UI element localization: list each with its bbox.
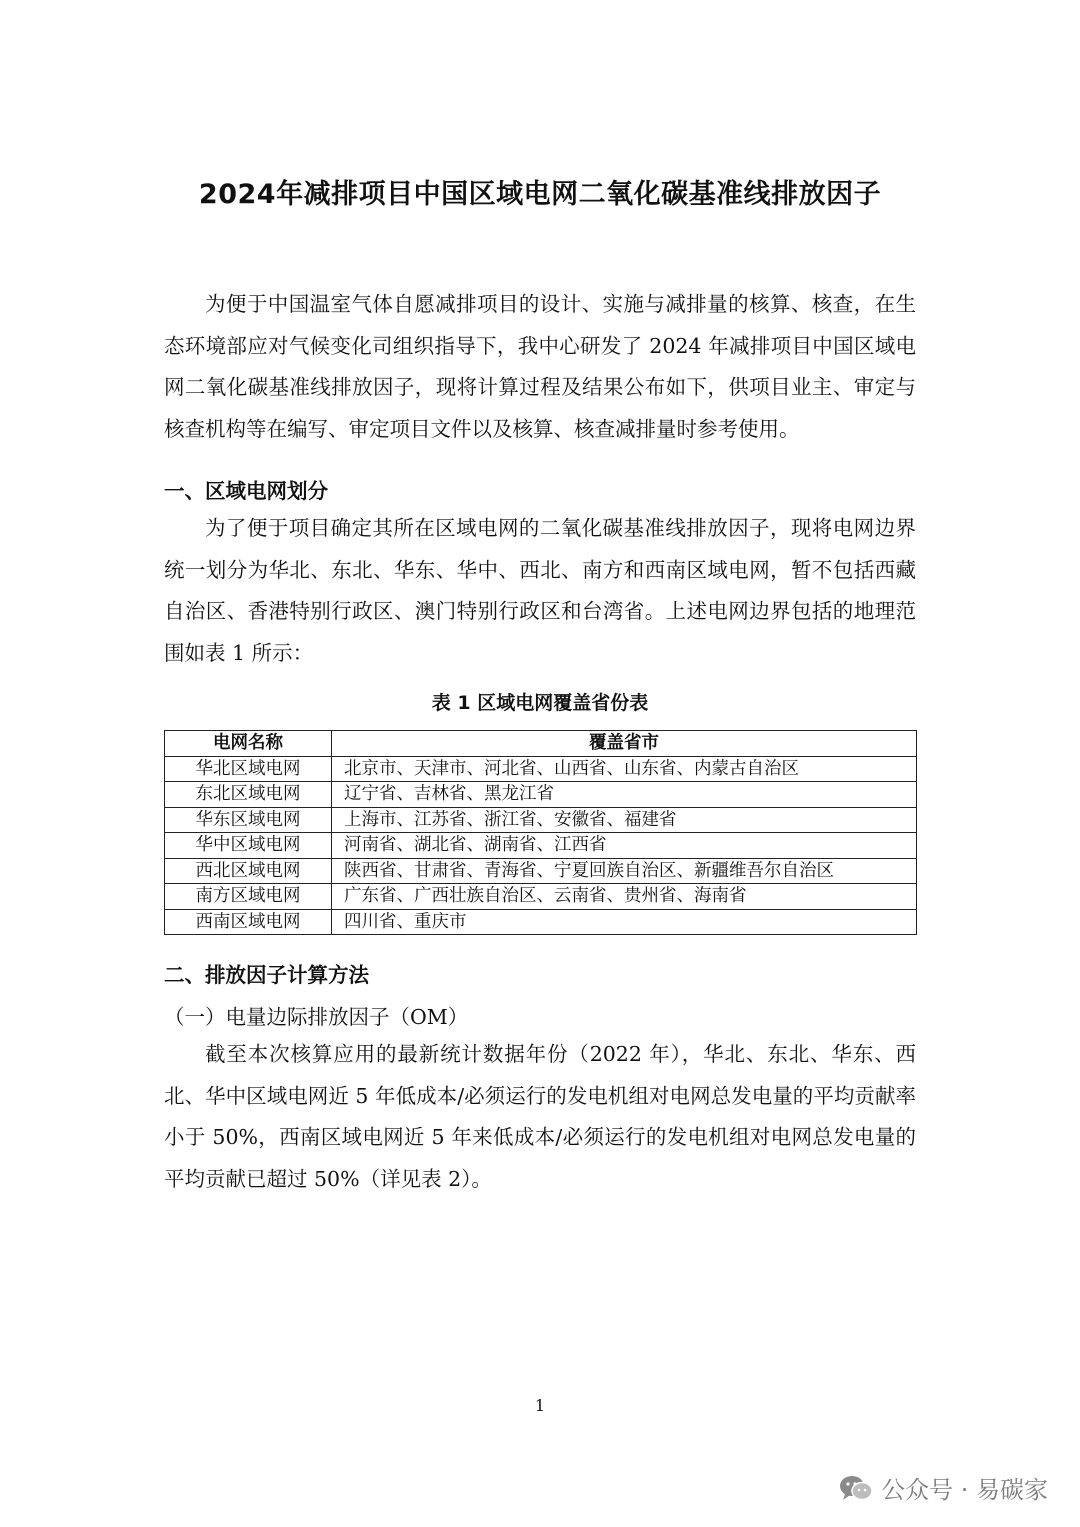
table-row — [165, 782, 917, 808]
column-header-grid-name: 电网名称 — [165, 731, 332, 757]
table-row — [165, 909, 917, 935]
table-header-row — [165, 731, 917, 757]
intro-paragraph: 为便于中国温室气体自愿减排项目的设计、实施与减排量的核算、核查，在生态环境部应对气候变化司组织指导下，我中心研发了 2024 年减排项目中国区域电网二氧化碳基准线排放因子，现将计算过程及结果公布如下，供项目业主、审定与核查机构等在编写、审定项目文件以及核算、核查减排量时参考使用。 — [164, 292, 916, 441]
provinces-cell: 陕西省、甘肃省、青海省、宁夏回族自治区、新疆维吾尔自治区 — [332, 858, 917, 884]
section-2-heading: 二、排放因子计算方法 — [164, 963, 369, 987]
grid-name-cell: 西南区域电网 — [165, 909, 332, 935]
table-row — [165, 833, 917, 859]
document-title: 2024年减排项目中国区域电网二氧化碳基准线排放因子 — [198, 179, 882, 210]
provinces-cell: 河南省、湖北省、湖南省、江西省 — [332, 833, 917, 859]
grid-name-cell: 西北区域电网 — [165, 858, 332, 884]
table-row — [165, 858, 917, 884]
provinces-cell: 上海市、江苏省、浙江省、安徽省、福建省 — [332, 807, 917, 833]
provinces-cell: 四川省、重庆市 — [332, 909, 917, 935]
section-1-heading: 一、区域电网划分 — [164, 479, 328, 503]
watermark-text: 公众号 · 易碳家 — [881, 1476, 1048, 1504]
provinces-cell: 广东省、广西壮族自治区、云南省、贵州省、海南省 — [332, 884, 917, 910]
grid-name-cell: 南方区域电网 — [165, 884, 332, 910]
grid-name-cell: 东北区域电网 — [165, 782, 332, 808]
table-row — [165, 807, 917, 833]
grid-name-cell: 华东区域电网 — [165, 807, 332, 833]
section-2-paragraph: 截至本次核算应用的最新统计数据年份（2022 年），华北、东北、华东、西北、华中区域电网近 5 年低成本/必须运行的发电机组对电网总发电量的平均贡献率小于 50%，西南区域电网近 5 年来低成本/必须运行的发电机组对电网总发电量的平均贡献已超过 50%（详见表 2）。 — [164, 1042, 916, 1191]
table-1-grid-coverage — [164, 730, 917, 935]
grid-name-cell: 华中区域电网 — [165, 833, 332, 859]
section-2-subheading: （一）电量边际排放因子（OM） — [164, 1005, 469, 1029]
table-1-caption: 表 1 区域电网覆盖省份表 — [431, 692, 649, 714]
column-header-provinces: 覆盖省市 — [332, 731, 917, 757]
watermark — [839, 1470, 1048, 1505]
table-row — [165, 756, 917, 782]
provinces-cell: 辽宁省、吉林省、黑龙江省 — [332, 782, 917, 808]
page-number: 1 — [534, 1396, 546, 1415]
provinces-cell: 北京市、天津市、河北省、山西省、山东省、内蒙古自治区 — [332, 756, 917, 782]
section-1-paragraph: 为了便于项目确定其所在区域电网的二氧化碳基准线排放因子，现将电网边界统一划分为华北、东北、华东、华中、西北、南方和西南区域电网，暂不包括西藏自治区、香港特别行政区、澳门特别行政区和台湾省。上述电网边界包括的地理范围如表 1 所示： — [164, 516, 916, 665]
wechat-icon — [839, 1474, 873, 1502]
table-row — [165, 884, 917, 910]
grid-name-cell: 华北区域电网 — [165, 756, 332, 782]
